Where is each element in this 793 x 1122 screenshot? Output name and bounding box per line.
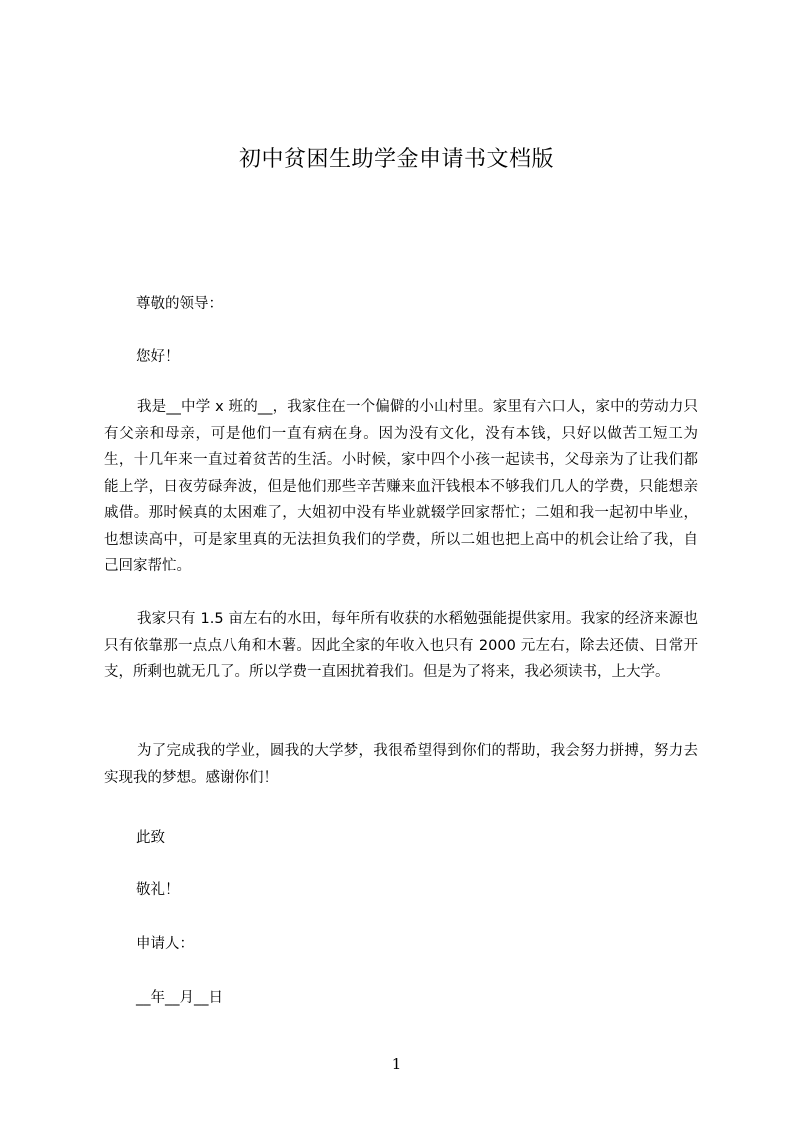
closing-1: 此致 (136, 830, 165, 846)
paragraph-2: 我家只有 1.5 亩左右的水田，每年所有收获的水稻勉强能提供家用。我家的经济来源也只有依靠那一点点八角和木薯。因此全家的年收入也只有 2000 元左右，除去还债、日常开支，所剩也就无几了。所以学费一直困扰着我们。但是为了将来，我必须读书，上大学。 (104, 611, 698, 680)
greeting: 您好！ (136, 349, 180, 365)
closing-2: 敬礼！ (136, 882, 180, 898)
date-line: __年__月__日 (136, 990, 223, 1006)
applicant-label: 申请人： (136, 936, 194, 952)
salutation: 尊敬的领导： (136, 296, 223, 312)
page-number: 1 (391, 1055, 402, 1073)
paragraph-3: 为了完成我的学业，圆我的大学梦，我很希望得到你们的帮助，我会努力拼搏，努力去实现我的梦想。感谢你们！ (104, 743, 698, 786)
document-title: 初中贫困生助学金申请书文档版 (238, 147, 554, 172)
paragraph-1: 我是__中学 x 班的__，我家住在一个偏僻的小山村里。家里有六口人，家中的劳动力只有父亲和母亲，可是他们一直有病在身。因为没有文化，没有本钱，只好以做苦工短工为生，十几年来一直过着贫苦的生活。小时候，家中四个小孩一起读书，父母亲为了让我们都能上学，日夜劳碌奔波，但是他们那些辛苦赚来血汗钱根本不够我们几人的学费，只能想亲戚借。那时候真的太困难了，大姐初中没有毕业就辍学回家帮忙；二姐和我一起初中毕业，也想读高中，可是家里真的无法担负我们的学费，所以二姐也把上高中的机会让给了我，自己回家帮忙。 (104, 399, 698, 574)
